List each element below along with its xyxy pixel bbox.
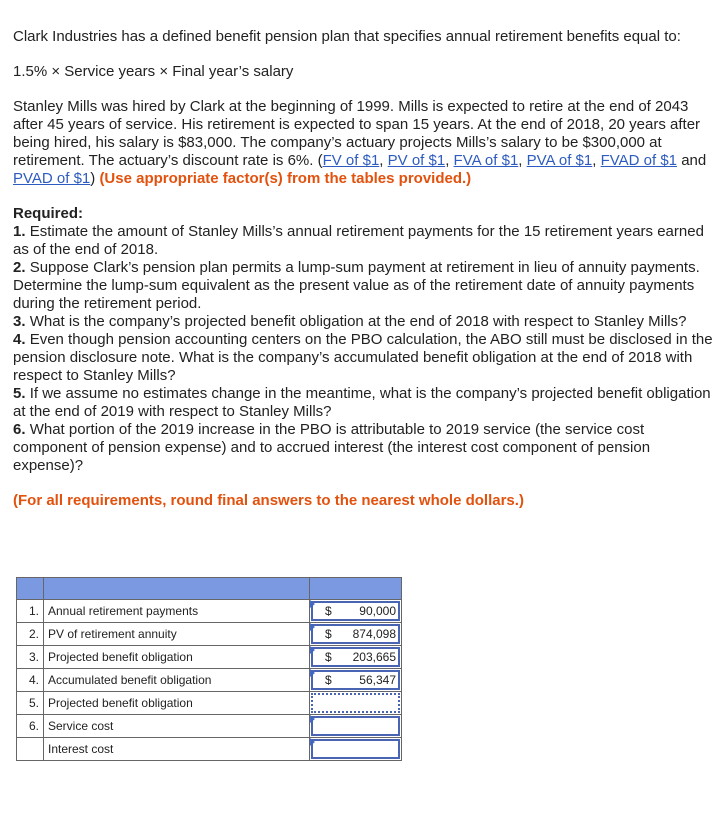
answer-box[interactable]: [311, 624, 400, 644]
row-number: 5.: [17, 692, 44, 715]
link-pv[interactable]: PV of $1: [387, 152, 446, 169]
requirements: [13, 205, 713, 475]
formula-text: 1.5% × Service years × Final year’s salary: [13, 63, 294, 80]
row-number: 1.: [17, 600, 44, 623]
answer-input[interactable]: [310, 692, 402, 715]
row-number: 3.: [17, 646, 44, 669]
answer-input[interactable]: [310, 715, 402, 738]
answer-table: [16, 577, 402, 761]
answer-value[interactable]: 56,347: [359, 673, 396, 687]
row-label: Projected benefit obligation: [44, 646, 310, 669]
requirement-6: 6. What portion of the 2019 increase in the PBO is attributable to 2019 service (the service cost component of pension expense) and to accrued interest (the interest cost component of pension expense)?: [13, 421, 651, 474]
answer-input[interactable]: [310, 669, 402, 692]
row-label: Service cost: [44, 715, 310, 738]
row-label: Accumulated benefit obligation: [44, 669, 310, 692]
answer-input[interactable]: [310, 738, 402, 761]
currency-symbol: $: [325, 627, 332, 641]
answer-value[interactable]: 203,665: [352, 650, 396, 664]
link-fvad[interactable]: FVAD of $1: [600, 152, 678, 169]
instruction: (Use appropriate factor(s) from the tables provided.): [99, 170, 472, 187]
scenario-body: Stanley Mills was hired by Clark at the beginning of 1999. Mills is expected to retire at the end of 2043 after 45 years of service. His retirement is expected to span 15 years. At the end of 2018, 20 years after being hired, his salary is $83,000. The company’s actuary projects Mills’s salary to be $300,000 at retirement. The actuary’s discount rate is 6%. (: [13, 98, 701, 169]
answer-box[interactable]: [311, 601, 400, 621]
intro-text: Clark Industries has a defined benefit pension plan that specifies annual retirement benefits equal to:: [13, 28, 681, 45]
currency-symbol: $: [325, 650, 332, 664]
row-label: Annual retirement payments: [44, 600, 310, 623]
answer-input[interactable]: [310, 600, 402, 623]
answer-input[interactable]: [310, 623, 402, 646]
table-header: [17, 578, 402, 600]
table-row: [17, 600, 402, 623]
link-fv[interactable]: FV of $1: [322, 152, 380, 169]
rounding-note: (For all requirements, round final answers to the nearest whole dollars.): [13, 492, 524, 509]
row-label: PV of retirement annuity: [44, 623, 310, 646]
answer-box[interactable]: [311, 739, 400, 759]
requirement-5: 5. If we assume no estimates change in the meantime, what is the company’s projected benefit obligation at the end of 2019 with respect to Stanley Mills?: [13, 385, 711, 420]
table-row: [17, 715, 402, 738]
row-number: [17, 738, 44, 761]
currency-symbol: $: [325, 673, 332, 687]
required-heading: Required:: [13, 205, 84, 222]
table-row: [17, 738, 402, 761]
link-fva[interactable]: FVA of $1: [453, 152, 519, 169]
row-number: 6.: [17, 715, 44, 738]
row-label: Interest cost: [44, 738, 310, 761]
answer-value[interactable]: 874,098: [352, 627, 396, 641]
answer-box[interactable]: [311, 716, 400, 736]
link-pva[interactable]: PVA of $1: [526, 152, 593, 169]
table-row: [17, 669, 402, 692]
table-row: [17, 623, 402, 646]
requirement-1: 1. Estimate the amount of Stanley Mills’s annual retirement payments for the 15 retirement years earned as of the end of 2018.: [13, 223, 704, 258]
answer-input[interactable]: [310, 646, 402, 669]
answer-box[interactable]: [311, 647, 400, 667]
table-row: [17, 692, 402, 715]
link-pvad[interactable]: PVAD of $1: [13, 170, 91, 187]
row-label: Projected benefit obligation: [44, 692, 310, 715]
row-number: 2.: [17, 623, 44, 646]
requirement-2: 2. Suppose Clark’s pension plan permits a lump-sum payment at retirement in lieu of annuity payments. Determine the lump-sum equivalent as the present value as of the retirement date of annuity payments during the retirement period.: [13, 259, 700, 312]
row-number: 4.: [17, 669, 44, 692]
table-row: [17, 646, 402, 669]
answer-box[interactable]: [311, 670, 400, 690]
answer-box[interactable]: [311, 693, 400, 713]
answer-value[interactable]: 90,000: [359, 604, 396, 618]
currency-symbol: $: [325, 604, 332, 618]
scenario-text: Stanley Mills was hired by Clark at the beginning of 1999. Mills is expected to retire at the end of 2043 after 45 years of service. His retirement is expected to span 15 years. At the end of 2018, 20 years after being hired, his salary is $83,000. The company’s actuary projects Mills’s salary to be $300,000 at retirement. The actuary’s discount rate is 6%. (FV of $1, PV of $1, FVA of $1, PVA of $1, FVAD of $1 and PVAD of $1) (Use appropriate factor(s) from the tables provided.): [13, 98, 707, 187]
requirement-4: 4. Even though pension accounting centers on the PBO calculation, the ABO still must be disclosed in the pension disclosure note. What is the company’s accumulated benefit obligation at the end of 2018 with respect to Stanley Mills?: [13, 331, 713, 384]
requirement-3: 3. What is the company’s projected benefit obligation at the end of 2018 with respect to Stanley Mills?: [13, 313, 687, 330]
and-text: and: [681, 152, 707, 169]
